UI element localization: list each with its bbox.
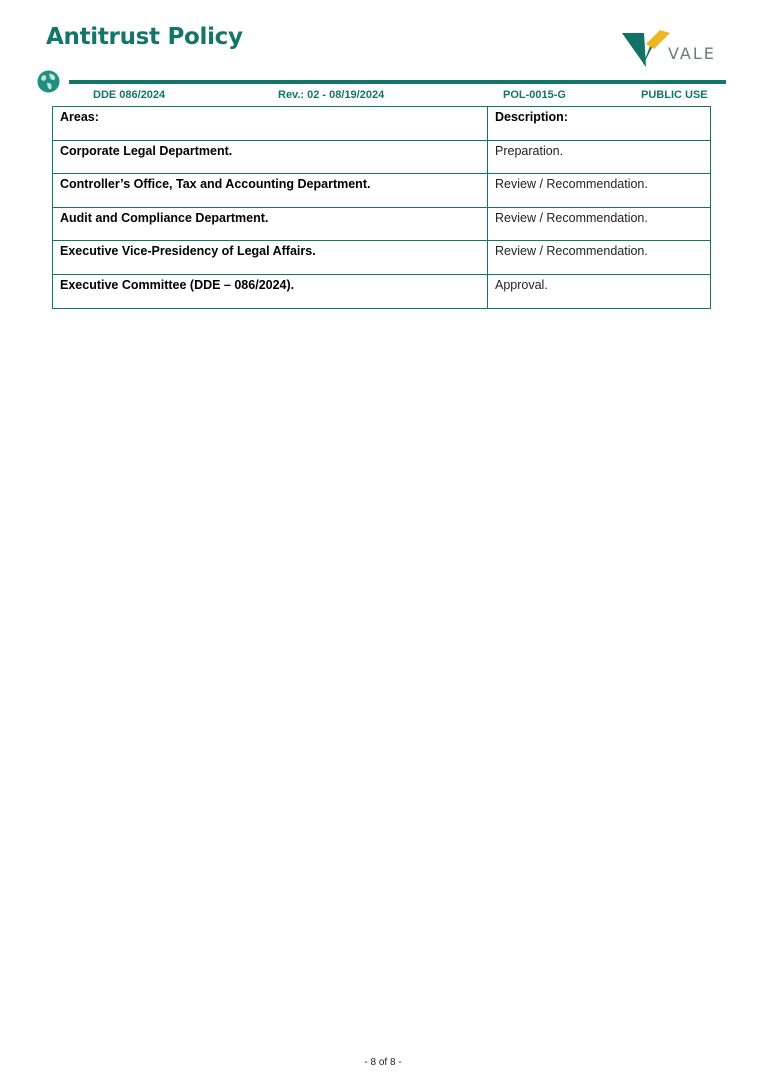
- row-description: Preparation.: [488, 140, 711, 174]
- row-area: Controller’s Office, Tax and Accounting Department.: [53, 174, 488, 208]
- row-description: Approval.: [488, 274, 711, 308]
- table-row: [53, 241, 711, 275]
- globe-icon: [37, 70, 60, 93]
- policy-code: POL-0015-G: [503, 89, 566, 101]
- row-area: Audit and Compliance Department.: [53, 207, 488, 241]
- document-ref: DDE 086/2024: [93, 89, 166, 101]
- table-row: [53, 140, 711, 174]
- revision-info: Rev.: 02 - 08/19/2024: [278, 89, 385, 101]
- row-area: Corporate Legal Department.: [53, 140, 488, 174]
- row-area: Executive Vice-Presidency of Legal Affairs.: [53, 241, 488, 275]
- document-title: Antitrust Policy: [46, 24, 243, 50]
- row-area: Executive Committee (DDE – 086/2024).: [53, 274, 488, 308]
- table-header-row: [53, 107, 711, 141]
- vale-logo: [620, 30, 720, 70]
- header-divider: [69, 80, 726, 84]
- table-row: [53, 207, 711, 241]
- logo-wordmark: VALE: [668, 44, 716, 63]
- row-description: Review / Recommendation.: [488, 241, 711, 275]
- header-areas: Areas:: [53, 107, 488, 141]
- table-row: [53, 274, 711, 308]
- row-description: Review / Recommendation.: [488, 174, 711, 208]
- header-description: Description:: [488, 107, 711, 141]
- vale-v-icon: [620, 30, 670, 70]
- approvals-table: [52, 106, 711, 309]
- page-number: - 8 of 8 -: [364, 1057, 402, 1068]
- table-row: [53, 174, 711, 208]
- row-description: Review / Recommendation.: [488, 207, 711, 241]
- classification-label: PUBLIC USE: [641, 89, 708, 101]
